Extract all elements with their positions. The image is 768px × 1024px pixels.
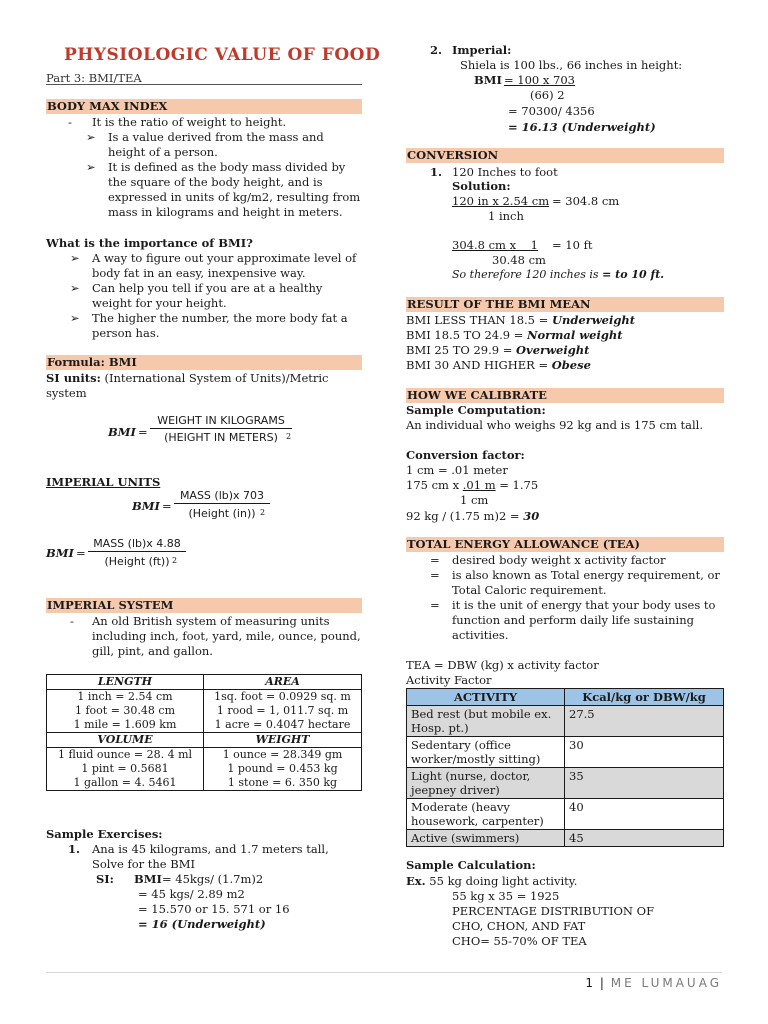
arrow-bullet-icon: ➢ [86,160,96,174]
footer-divider [46,972,722,973]
volume-row-3: 1 gallon = 4. 5461 [73,776,177,789]
equals-bullet: = [430,553,440,567]
imperial-step-3: = 70300/ 4356 [508,104,595,118]
imperial-step-1: = 100 x 703 [504,73,575,87]
bmi-category: Underweight [551,313,636,327]
exercise-number: 1. [68,842,81,856]
bmi-range: BMI 30 AND HIGHER = [406,358,549,372]
calibrate-step-2c: = 1.75 [499,478,539,492]
section-heading-tea: TOTAL ENERGY ALLOWANCE (TEA) [406,537,724,552]
bmi-def-2: Is a value derived from the mass and height of a person. [108,130,324,159]
tea-item-3: it is the unit of energy that your body uses to function and perform daily life sustaining activities. [452,598,716,642]
arrow-bullet-icon: ➢ [70,281,80,295]
units-header-area: AREA [204,675,362,690]
kcal-cell: 27.5 [565,706,724,737]
imperial-units-heading: IMPERIAL UNITS [46,475,161,489]
dash-bullet: - [68,115,72,129]
imperial-feet-denominator: (Height (ft)) [104,555,170,568]
weight-row-3: 1 stone = 6. 350 kg [227,776,338,789]
section-heading-body-max-index: BODY MAX INDEX [46,99,362,114]
equals-sign: = [162,499,172,513]
footer-separator: | [599,976,604,990]
squared-exponent: 2 [172,556,178,565]
arrow-bullet-icon: ➢ [70,311,80,325]
area-row-2: 1 rood = 1, 011.7 sq. m [216,704,349,717]
kcal-header: Kcal/kg or DBW/kg [565,689,724,706]
squared-exponent: 2 [286,432,292,441]
units-header-weight: WEIGHT [204,733,362,748]
sample-computation-desc: An individual who weighs 92 kg and is 175 cm tall. [406,418,703,432]
bmi-result-row [406,358,591,372]
volume-row-1: 1 fluid ounce = 28. 4 ml [57,748,193,761]
bmi-label: BMI [474,73,502,87]
section-heading-bmi-result: RESULT OF THE BMI MEAN [406,297,724,312]
kcal-cell: 30 [565,737,724,768]
calibrate-step-4 [406,509,539,523]
activity-cell: Sedentary (office worker/mostly sitting) [407,737,565,768]
imperial-example-desc: Shiela is 100 lbs., 66 inches in height: [460,58,683,72]
weight-row-1: 1 ounce = 28.349 gm [222,748,343,761]
activity-cell: Moderate (heavy housework, carpenter) [407,799,565,830]
sample-computation-label: Sample Computation: [406,403,546,417]
section-heading-imperial-system: IMPERIAL SYSTEM [46,598,362,613]
si-units-text: (International System of Units)/Metric system [46,371,329,400]
kcal-cell: 40 [565,799,724,830]
table-row [407,799,724,830]
imperial-inch-numerator: MASS (lb)x 703 [174,489,270,504]
bmi-def-3: It is defined as the body mass divided by the square of the body height, and is expressed in units of kg/m2, resulting from mass in kilograms and height in meters. [108,160,361,219]
bmi-def-1: It is the ratio of weight to height. [92,115,287,129]
equals-sign: = [138,425,148,439]
table-row [407,737,724,768]
conversion-question: 120 Inches to foot [452,165,558,179]
conversion-f1-denominator: 1 inch [488,209,524,223]
equals-sign: = [76,546,86,560]
area-row-1: 1sq. foot = 0.0929 sq. m [214,690,351,703]
calc-step-3: CHO= 55-70% OF TEA [452,934,587,948]
units-cell-area [204,690,362,733]
example-label: Ex. [406,874,426,888]
si-denominator: (HEIGHT IN METERS) [164,431,278,444]
bmi-result-row [406,328,623,342]
bmi-symbol: BMI [46,546,74,560]
sample-calculation-heading: Sample Calculation: [406,858,536,872]
author-name: ME LUMAUAG [610,976,722,990]
length-row-1: 1 inch = 2.54 cm [77,690,173,703]
si-label: SI: [96,872,114,886]
si-numerator: WEIGHT IN KILOGRAMS [150,414,292,429]
calibrate-step-2 [406,478,538,492]
activity-cell: Bed rest (but mobile ex. Hosp. pt.) [407,706,565,737]
imperial-example-label: Imperial: [452,43,512,57]
volume-row-2: 1 pint = 0.5681 [81,762,169,775]
conclusion-text: So therefore 120 inches is [452,268,599,281]
activity-factor-table [406,688,724,847]
conversion-f1-numerator: 120 in x 2.54 cm [452,194,550,208]
calc-step-2: PERCENTAGE DISTRIBUTION OF CHO, CHON, AND FAT [452,904,655,933]
calibrate-step-1: 1 cm = .01 meter [406,463,508,477]
calibrate-step-3: 1 cm [460,493,489,507]
kcal-cell: 45 [565,830,724,847]
equals-bullet: = [430,568,440,582]
dash-bullet: - [70,614,74,628]
title-divider [46,84,362,85]
page-title: PHYSIOLOGIC VALUE OF FOOD [64,45,381,65]
units-header-length: LENGTH [47,675,204,690]
importance-item-2: Can help you tell if you are at a healthy weight for your height. [92,281,323,310]
sample-calculation-example [406,874,577,888]
section-heading-formula: Formula: BMI [46,355,362,370]
bmi-symbol: BMI [132,499,160,513]
units-cell-length [47,690,204,733]
bmi-range: BMI 18.5 TO 24.9 = [406,328,524,342]
conclusion-value: = to 10 ft. [602,268,665,281]
calibrate-step-4-text: 92 kg / (1.75 m)2 = [406,509,520,523]
example-number: 2. [430,43,443,57]
page-footer [585,976,722,990]
table-row [407,706,724,737]
bmi-result-row [406,343,589,357]
units-cell-weight [204,748,362,791]
tea-formula: TEA = DBW (kg) x activity factor [406,658,599,672]
calc-step-1: 55 kg x 35 = 1925 [452,889,560,903]
equals-bullet: = [430,598,440,612]
sample-exercises-heading: Sample Exercises: [46,827,163,841]
units-table [46,674,362,791]
imperial-step-2: (66) 2 [530,88,565,102]
bmi-category: Obese [551,358,591,372]
importance-question: What is the importance of BMI? [46,236,253,250]
length-row-3: 1 mile = 1.609 km [73,718,177,731]
activity-factor-label: Activity Factor [406,673,492,687]
si-units-line [46,371,356,401]
activity-header: ACTIVITY [407,689,565,706]
imperial-inch-denominator: (Height (in)) [188,507,256,520]
table-row [407,768,724,799]
section-heading-conversion: CONVERSION [406,148,724,163]
bmi-range: BMI LESS THAN 18.5 = [406,313,549,327]
bmi-result-row [406,313,635,327]
bmi-range: BMI 25 TO 29.9 = [406,343,513,357]
exercise-step-1: = 45kgs/ (1.7m)2 [162,872,264,886]
conversion-f1-result: = 304.8 cm [552,194,620,208]
solution-label: Solution: [452,179,511,193]
example-text: 55 kg doing light activity. [429,874,578,888]
exercise-result: = 16 (Underweight) [138,917,266,931]
imperial-feet-numerator: MASS (lb)x 4.88 [88,537,186,552]
bmi-symbol: BMI [108,425,136,439]
arrow-bullet-icon: ➢ [86,130,96,144]
si-units-label: SI units: [46,371,101,385]
bmi-label: BMI [134,872,162,886]
weight-row-2: 1 pound = 0.453 kg [227,762,338,775]
squared-exponent: 2 [260,508,266,517]
importance-item-3: The higher the number, the more body fat a person has. [92,311,348,340]
tea-item-2: is also known as Total energy requirement, or Total Caloric requirement. [452,568,720,597]
area-row-3: 1 acre = 0.4047 hectare [214,718,351,731]
activity-cell: Active (swimmers) [407,830,565,847]
calibrate-step-4-value: 30 [523,509,540,523]
units-header-volume: VOLUME [47,733,204,748]
exercise-question: Ana is 45 kilograms, and 1.7 meters tall, Solve for the BMI [92,842,329,871]
units-cell-volume [47,748,204,791]
exercise-step-2: = 45 kgs/ 2.89 m2 [138,887,245,901]
importance-item-1: A way to figure out your approximate level of body fat in an easy, inexpensive way. [92,251,357,280]
table-row [407,830,724,847]
calibrate-step-2a: 175 cm x [406,478,460,492]
conversion-number: 1. [430,165,443,179]
arrow-bullet-icon: ➢ [70,251,80,265]
calibrate-step-2b: .01 m [462,478,496,492]
conversion-f2-numerator: 304.8 cm x 1 [452,238,539,252]
conversion-conclusion [452,268,664,282]
bmi-category: Overweight [516,343,590,357]
exercise-step-3: = 15.570 or 15. 571 or 16 [138,902,290,916]
imperial-result: = 16.13 (Underweight) [508,120,656,134]
section-heading-calibrate: HOW WE CALIBRATE [406,388,724,403]
page-subtitle: Part 3: BMI/TEA [46,71,142,85]
kcal-cell: 35 [565,768,724,799]
conversion-factor-label: Conversion factor: [406,448,525,462]
conversion-f2-denominator: 30.48 cm [492,253,546,267]
tea-item-1: desired body weight x activity factor [452,553,666,567]
activity-cell: Light (nurse, doctor, jeepney driver) [407,768,565,799]
page-number: 1 [585,976,594,990]
imperial-system-text: An old British system of measuring units including inch, foot, yard, mile, ounce, pound, gill, pint, and gallon. [92,614,361,658]
length-row-2: 1 foot = 30.48 cm [74,704,176,717]
bmi-category: Normal weight [527,328,623,342]
conversion-f2-result: = 10 ft [552,238,593,252]
